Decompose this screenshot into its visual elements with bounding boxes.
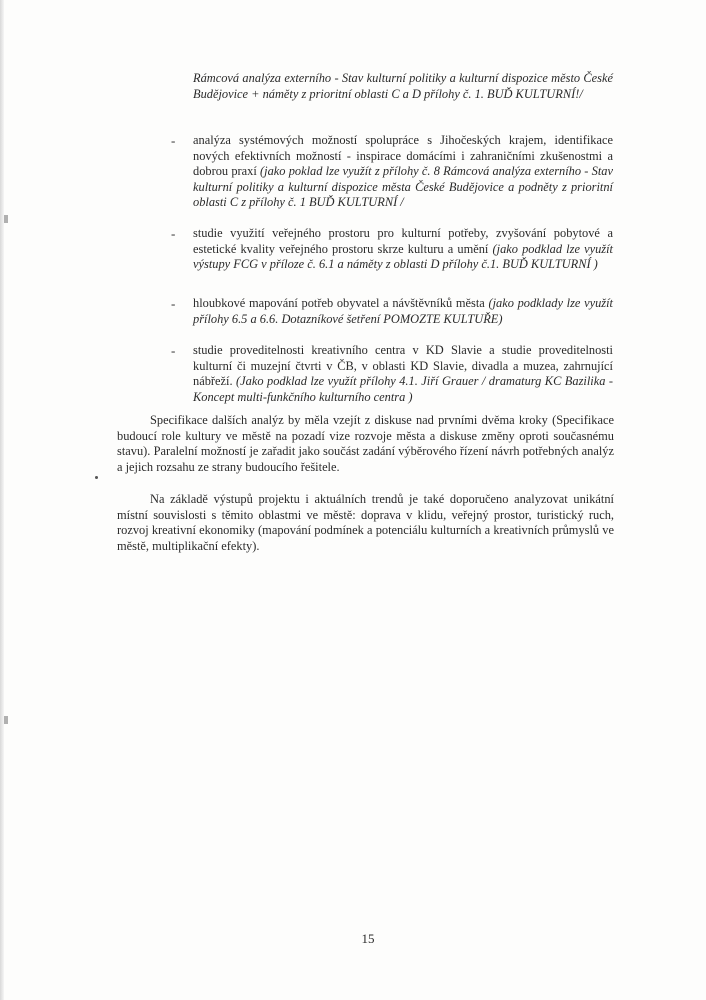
scan-mark (4, 716, 8, 724)
list-item-note: (Jako podklad lze využít přílohy 4.1. Jiří Grauer / dramaturg KC Bazilika - Koncept multi-funkčního kulturního centra ) (193, 374, 613, 404)
list-item-text: hloubkové mapování potřeb obyvatel a návštěvníků města (193, 296, 489, 310)
list-item-text: studie proveditelnosti kreativního centra v KD Slavie a studie proveditelnosti kulturní či muzejní čtvrti v ČB, v oblasti KD Slavie, divadla a muzea, zahrnující nábřeží. (193, 343, 613, 389)
scan-speck (95, 476, 98, 479)
list-item-note: (jako podklady lze využít přílohy 6.5 a 6.6. Dotazníkové šetření POMOZTE KULTUŘE) (193, 296, 613, 326)
list-item-note: (jako podklad lze využít výstupy FCG v příloze č. 6.1 a náměty z oblasti D přílohy č.1. BUĎ KULTURNÍ ) (193, 241, 613, 272)
body-paragraph: Na základě výstupů projektu i aktuálních trendů je také doporučeno analyzovat unikátní místní souvislosti s těmito oblastmi ve městě: doprava v klidu, veřejný prostor, turistický ruch, rozvoj kreativní ekonomiky (mapování podmínek a potenciálu kulturních a kreativních průmyslů ve městě, multiplikační efekty). (117, 492, 614, 553)
intro-item (193, 71, 613, 102)
bullet-dash: - (171, 133, 176, 148)
bullet-dash: - (171, 226, 176, 241)
list-item-text: studie využití veřejného prostoru pro kulturní potřeby, zvyšování pobytové a estetické kvality veřejného prostoru skrze kulturu a umění (193, 226, 613, 256)
list-item-note: (jako poklad lze využít z přílohy č. 8 Rámcová analýza externího - Stav kulturní politiky a kulturní dispozice města České Budějovice a podněty z prioritní oblasti C z přílohy č. 1 BUĎ KULTURNÍ / (193, 164, 613, 210)
list-item-text: analýza systémových možností spolupráce s Jihočeských krajem, identifikace nových efektivních možností - inspirace domácími i zahraničními zkušenostmi a dobrou praxí (193, 133, 613, 179)
list-item (193, 133, 613, 211)
list-item (193, 296, 613, 327)
list-item (193, 343, 613, 405)
list-item (193, 226, 613, 273)
scan-mark (4, 215, 8, 223)
bullet-dash: - (171, 343, 176, 358)
bullet-dash: - (171, 296, 176, 311)
scan-left-edge (0, 0, 4, 1000)
page-number: 15 (361, 931, 375, 946)
intro-item-text: Rámcová analýza externího - Stav kulturní politiky a kulturní dispozice město České Budějovice + náměty z prioritní oblasti C a D přílohy č. 1. BUĎ KULTURNÍ!/ (193, 71, 613, 101)
body-paragraph: Specifikace dalších analýz by měla vzejít z diskuse nad prvními dvěma kroky (Specifikace budoucí role kultury ve městě na pozadí vize rozvoje města a diskuse změny oproti současnému stavu). Paralelní možností je zařadit jako součást zadání výběrového řízení návrh potřebných analýz a jejich rozsahu ze strany budoucího řešitele. (117, 413, 614, 474)
